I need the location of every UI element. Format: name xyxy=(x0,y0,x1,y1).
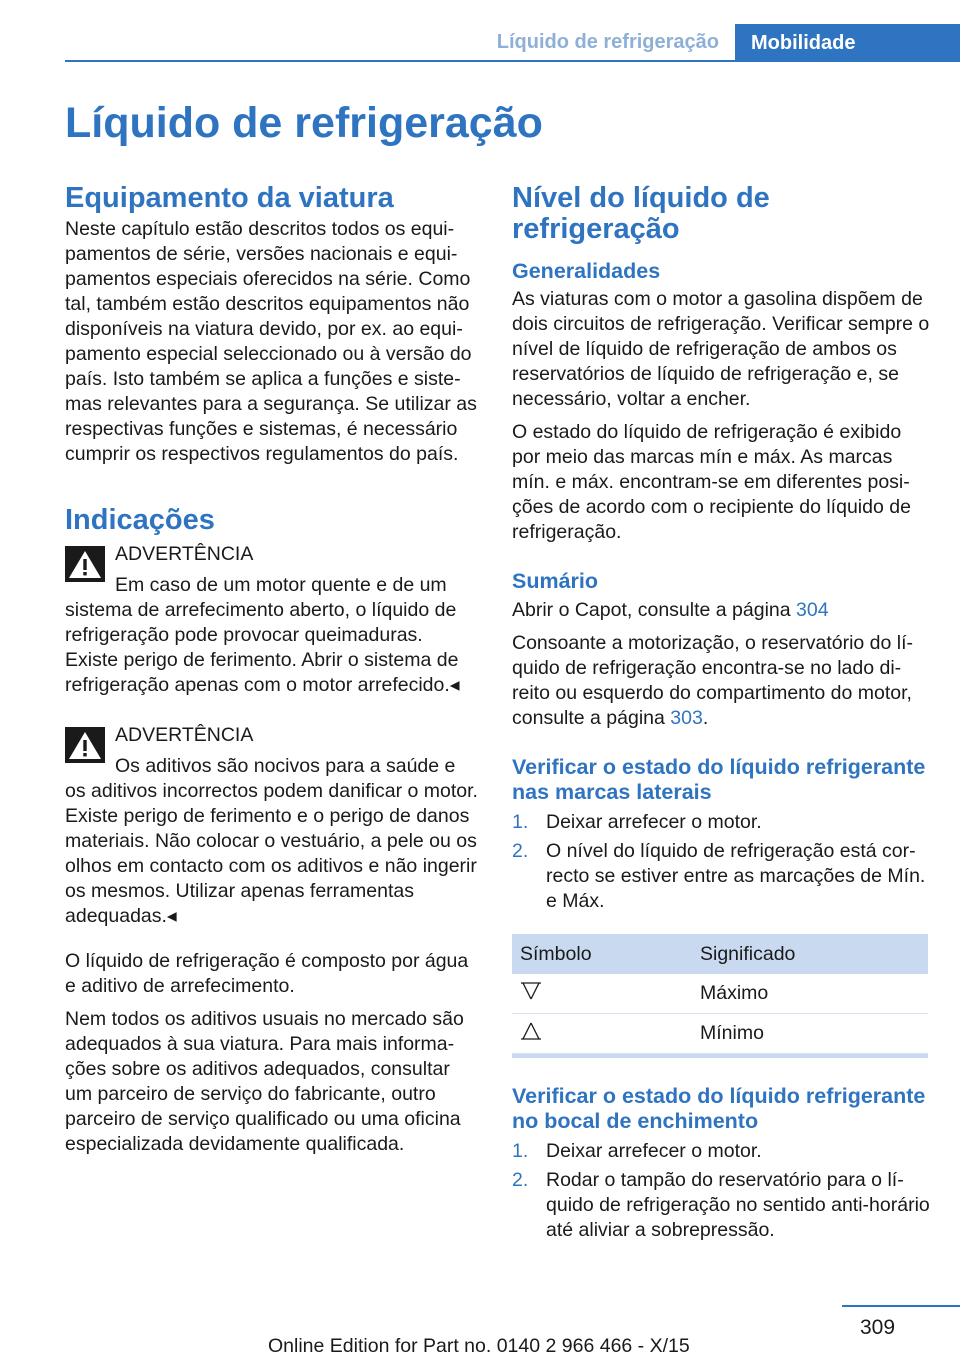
header-section-title: Líquido de refrigeração xyxy=(496,31,719,53)
check-side-marks-steps xyxy=(512,810,932,914)
table-row xyxy=(512,1014,928,1054)
right-column xyxy=(512,183,932,1243)
check-filler-neck-heading: Verificar o estado do líquido refrigerante no bocal de enchimento xyxy=(512,1084,926,1133)
coolant-level-heading: Nível do líquido de refrigeração xyxy=(512,182,770,245)
warning-text: sistema de arrefecimento aberto, o líquido de refrigeração pode provocar queimaduras. Existe perigo de ferimento. Abrir o sistema de refrigeração apenas com o motor arrefecido.◂ xyxy=(65,599,460,696)
general-text-2: O estado do líquido de refrigeração é exibido por meio das marcas mín e máx. As marcas mín. e máx. encontram-se em diferentes posições de acordo com o recipiente do líquido de refrigeração. xyxy=(512,421,911,543)
summary-text-1 xyxy=(512,598,932,623)
indications-heading: Indicações xyxy=(65,504,215,536)
page-link-303[interactable]: 303 xyxy=(670,707,703,729)
step-text: Deixar arrefecer o motor. xyxy=(546,811,762,833)
step-number: 1. xyxy=(512,1140,529,1162)
step-number: 2. xyxy=(512,840,529,862)
summary-text-1-body: Abrir o Capot, consulte a página xyxy=(512,599,797,621)
check-side-marks-heading: Verificar o estado do líquido refrigerante nas marcas laterais xyxy=(512,755,926,804)
table-header-symbol: Símbolo xyxy=(512,934,692,974)
min-mark-icon xyxy=(520,1020,542,1042)
coolant-composition-text: O líquido de refrigeração é composto por água e aditivo de arrefecimento. xyxy=(65,950,469,997)
header-rule xyxy=(65,60,960,62)
max-mark-icon xyxy=(520,980,542,1002)
list-item xyxy=(512,1139,932,1164)
warning-triangle-icon xyxy=(65,546,105,582)
summary-text-2 xyxy=(512,631,932,731)
table-cell-symbol xyxy=(512,1014,692,1054)
summary-heading: Sumário xyxy=(512,569,599,593)
list-item xyxy=(512,839,932,914)
step-text: Deixar arrefecer o motor. xyxy=(546,1140,762,1162)
step-number: 2. xyxy=(512,1169,529,1191)
warning-title: ADVERTÊNCIA xyxy=(115,543,254,565)
table-header-meaning: Significado xyxy=(692,934,928,974)
additives-text: Nem todos os aditivos usuais no mercado são adequados à sua viatura. Para mais informações sobre os aditivos adequados, consultar um parceiro de serviço do fabricante, outro parceiro de serviço qualificado ou uma oficina especializada devidamente qualificada. xyxy=(65,1008,464,1155)
warning-block-2 xyxy=(65,723,480,929)
equipment-text: Neste capítulo estão descritos todos os equipamentos de série, versões nacionais e equipamentos especiais oferecidos na série. Como tal, também estão descritos equipamentos não disponíveis na viatura devido, por ex. ao equipamento especial seleccionado ou à versão do país. Isto também se aplica a funções e sistemas relevantes para a segurança. Se utilizar as respectivas funções e sistemas, é necessário cumprir os respectivos regulamentos do país. xyxy=(65,218,477,465)
page-title: Líquido de refrigeração xyxy=(65,99,543,147)
equipment-heading: Equipamento da viatura xyxy=(65,182,394,214)
summary-text-2-end: . xyxy=(702,707,709,729)
step-number: 1. xyxy=(512,811,529,833)
warning-text-first-line: Os aditivos são nocivos para a saúde e xyxy=(115,755,456,777)
footer-edition: Online Edition for Part no. 0140 2 966 466 - X/15 xyxy=(268,1335,690,1357)
table-cell-meaning: Máximo xyxy=(692,974,928,1014)
header-chapter-tab: Mobilidade xyxy=(735,24,960,62)
page-link-304[interactable]: 304 xyxy=(796,599,829,621)
general-heading: Generalidades xyxy=(512,259,661,283)
general-text-1: As viaturas com o motor a gasolina dispõem de dois circuitos de refrigeração. Verificar sempre o nível de líquido de refrigeração de ambos os reservatórios de líquido de refrigeração e, se necessário, voltar a encher. xyxy=(512,288,930,410)
table-row xyxy=(512,974,928,1014)
summary-text-2-body: Consoante a motorização, o reservatório do líquido de refrigeração encontra-se no lado direito ou esquerdo do compartimento do motor, consulte a página xyxy=(512,632,914,729)
table-bottom-rule xyxy=(512,1054,928,1058)
table-header-row xyxy=(512,934,928,974)
warning-block-1 xyxy=(65,542,480,698)
footer-rule xyxy=(842,1305,960,1307)
warning-triangle-icon xyxy=(65,727,105,763)
symbol-table xyxy=(512,934,928,1054)
table-cell-symbol xyxy=(512,974,692,1014)
check-filler-neck-steps xyxy=(512,1139,932,1243)
page-number: 309 xyxy=(860,1316,896,1339)
step-text: O nível do líquido de refrigeração está correcto se estiver entre as marcações de Mín. e Máx. xyxy=(546,840,926,912)
list-item xyxy=(512,810,932,835)
warning-title: ADVERTÊNCIA xyxy=(115,724,254,746)
list-item xyxy=(512,1168,932,1243)
warning-text: os aditivos incorrectos podem danificar o motor. Existe perigo de ferimento e o perigo de danos materiais. Não colocar o vestuário, a pele ou os olhos em contacto com os aditivos e não ingerir os mesmos. Utilizar apenas ferramentas adequadas.◂ xyxy=(65,780,478,927)
warning-text-first-line: Em caso de um motor quente e de um xyxy=(115,574,447,596)
symbol-table-wrap xyxy=(512,934,932,1058)
table-cell-meaning: Mínimo xyxy=(692,1014,928,1054)
step-text: Rodar o tampão do reservatório para o líquido de refrigeração no sentido anti-horário até aliviar a sobrepressão. xyxy=(546,1169,930,1241)
left-column xyxy=(65,183,480,1157)
